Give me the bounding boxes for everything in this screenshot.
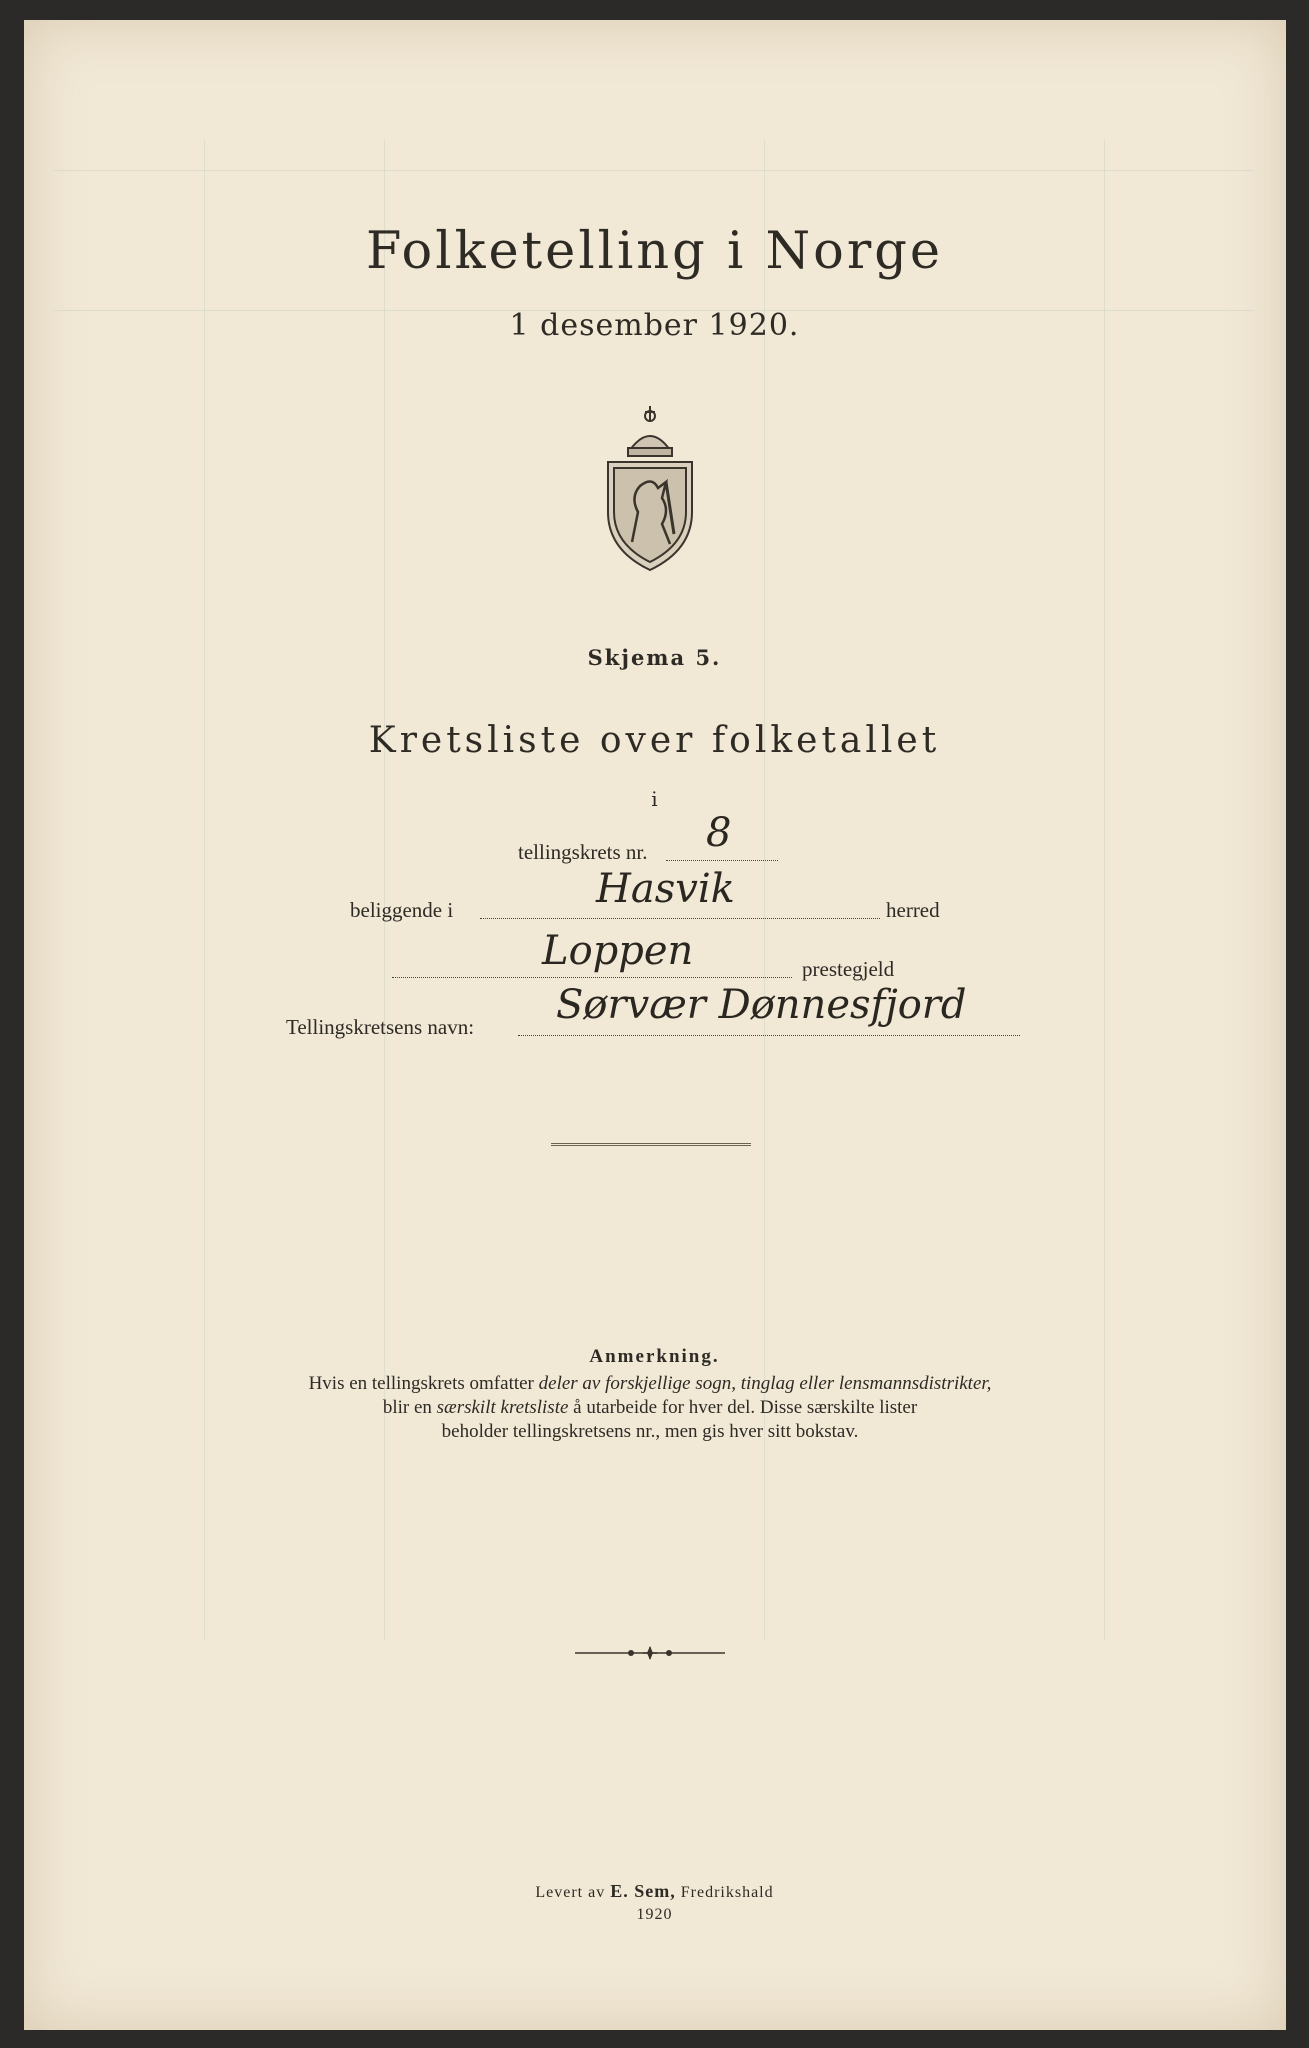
divider-rule — [551, 1143, 751, 1146]
anmerkning-line-3: beholder tellingskretsens nr., men gis hver sitt bokstav. — [441, 1421, 859, 1442]
anmerkning-title: Anmerkning. — [589, 1346, 720, 1367]
prestegjeld-label: prestegjeld — [802, 957, 895, 981]
census-date: 1 desember 1920. — [509, 308, 800, 343]
footer-printer-city: Fredrikshald — [675, 1884, 774, 1901]
tellingskrets-navn-label: Tellingskretsens navn: — [286, 1015, 475, 1039]
anmerkning-line-2-b: særskilt kretsliste — [436, 1397, 569, 1418]
anmerkning-line-2-c: å utarbeide for hver del. Disse særskilte lister — [568, 1397, 918, 1418]
anmerkning-line-1-a: Hvis en tellingskrets omfatter — [308, 1373, 539, 1394]
page-title: Folketelling i Norge — [365, 222, 944, 281]
beliggende-label: beliggende i — [350, 898, 454, 922]
anmerkning-line-2 — [200, 1396, 1100, 1420]
anmerkning-line-1 — [200, 1372, 1100, 1396]
footer-printer-name: E. Sem, — [610, 1881, 676, 1901]
printer-footer — [0, 1880, 1309, 1926]
navn-line — [518, 1035, 1020, 1036]
tellingskrets-navn-value: Sørvær Dønnesfjord — [556, 982, 967, 1028]
norwegian-coat-of-arms-icon — [600, 402, 700, 572]
footer-year: 1920 — [636, 1906, 673, 1923]
schema-number: Skjema 5. — [587, 645, 722, 670]
ornament-divider-icon — [575, 1646, 725, 1660]
tellingskrets-value: 8 — [706, 810, 732, 856]
show-through-line — [1104, 140, 1105, 1640]
tellingskrets-label: tellingskrets nr. — [518, 840, 648, 864]
prestegjeld-value: Loppen — [542, 928, 694, 974]
anmerkning-line-2-a: blir en — [382, 1397, 437, 1418]
prestegjeld-line — [392, 977, 792, 978]
heading-preposition: i — [651, 787, 658, 811]
beliggende-value: Hasvik — [596, 866, 735, 912]
show-through-line — [54, 170, 1254, 171]
footer-supplier-prefix: Levert av — [535, 1884, 611, 1901]
footer-line-1 — [0, 1880, 1309, 1904]
form-heading: Kretsliste over folketallet — [368, 720, 941, 761]
herred-label: herred — [886, 898, 940, 922]
anmerkning-line-1-b: deler av forskjellige sogn, tinglag eller lensmannsdistrikter, — [538, 1373, 992, 1394]
tellingskrets-line — [666, 860, 778, 861]
anmerkning-text — [200, 1372, 1100, 1444]
beliggende-line — [480, 918, 880, 919]
